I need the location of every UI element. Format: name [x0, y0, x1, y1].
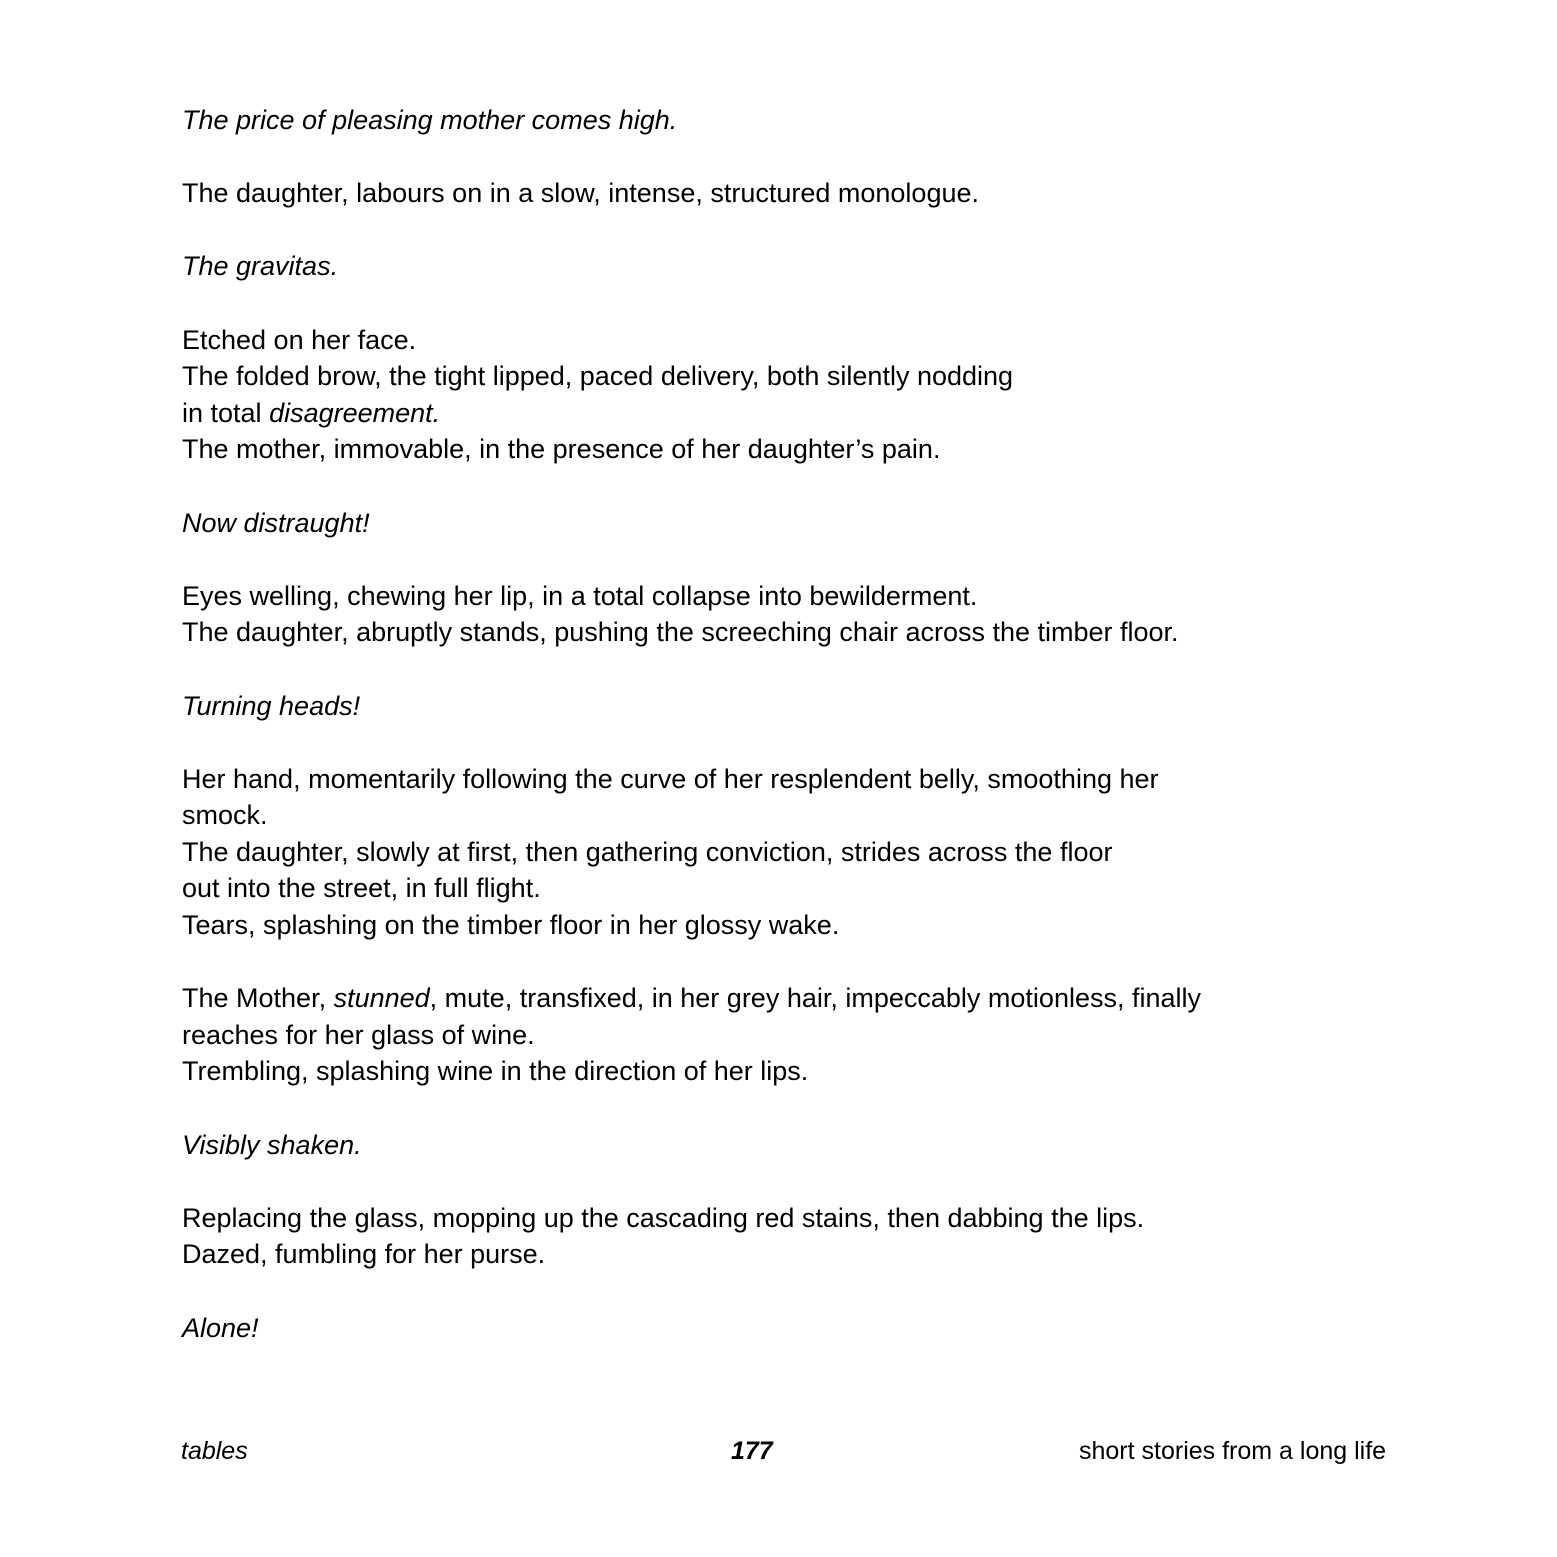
text-line: Etched on her face.	[182, 324, 417, 355]
text-line: Trembling, splashing wine in the direction of her lips.	[182, 1056, 809, 1087]
text-line: Replacing the glass, mopping up the cascading red stains, then dabbing the lips.	[182, 1202, 1145, 1233]
text-line: The mother, immovable, in the presence of her daughter’s pain.	[182, 434, 941, 465]
italic-line: The gravitas.	[182, 251, 339, 282]
text-line: out into the street, in full flight.	[182, 873, 541, 904]
italic-line: Turning heads!	[182, 690, 361, 721]
story-text	[182, 102, 1382, 1346]
text-line	[182, 980, 1382, 1017]
italic-line: The price of pleasing mother comes high.	[182, 105, 678, 135]
page-number: 177	[731, 1437, 773, 1465]
paragraph-gap	[182, 944, 1382, 981]
text-line: Her hand, momentarily following the curve of her resplendent belly, smoothing her	[182, 763, 1159, 794]
text-line: Eyes welling, chewing her lip, in a total collapse into bewilderment.	[182, 580, 978, 611]
text-line: The daughter, abruptly stands, pushing the screeching chair across the timber floor.	[182, 617, 1179, 648]
text-line: smock.	[182, 800, 268, 831]
paragraph-gap	[182, 1090, 1382, 1127]
text-line: The daughter, slowly at first, then gathering conviction, strides across the floor	[182, 836, 1113, 867]
italic-line: Now distraught!	[182, 507, 370, 538]
paragraph-gap	[182, 541, 1382, 578]
paragraph-gap	[182, 212, 1382, 249]
paragraph-gap	[182, 1163, 1382, 1200]
footer-book-title: short stories from a long life	[1079, 1437, 1387, 1465]
italic-line: Visibly shaken.	[182, 1129, 362, 1160]
paragraph-gap	[182, 1273, 1382, 1310]
text-span: , mute, transfixed, in her grey hair, impeccably motionless, finally	[429, 983, 1202, 1014]
text-span: The Mother,	[182, 983, 334, 1014]
paragraph-gap	[182, 724, 1382, 761]
text-line: Dazed, fumbling for her purse.	[182, 1239, 546, 1270]
text-line: Tears, splashing on the timber floor in her glossy wake.	[182, 910, 840, 941]
paragraph-gap	[182, 651, 1382, 688]
text-line	[182, 395, 1382, 432]
italic-line: Alone!	[182, 1312, 259, 1343]
text-line: reaches for her glass of wine.	[182, 1019, 535, 1050]
footer-book-section: tables	[181, 1437, 248, 1465]
italic-span: stunned	[333, 983, 430, 1014]
text-line: The folded brow, the tight lipped, paced delivery, both silently nodding	[182, 361, 1014, 392]
text-span: in total	[182, 397, 270, 428]
paragraph-gap	[182, 468, 1382, 505]
italic-span: disagreement.	[269, 397, 441, 428]
text-line: The daughter, labours on in a slow, intense, structured monologue.	[182, 178, 980, 209]
paragraph-gap	[182, 139, 1382, 176]
paragraph-gap	[182, 285, 1382, 322]
